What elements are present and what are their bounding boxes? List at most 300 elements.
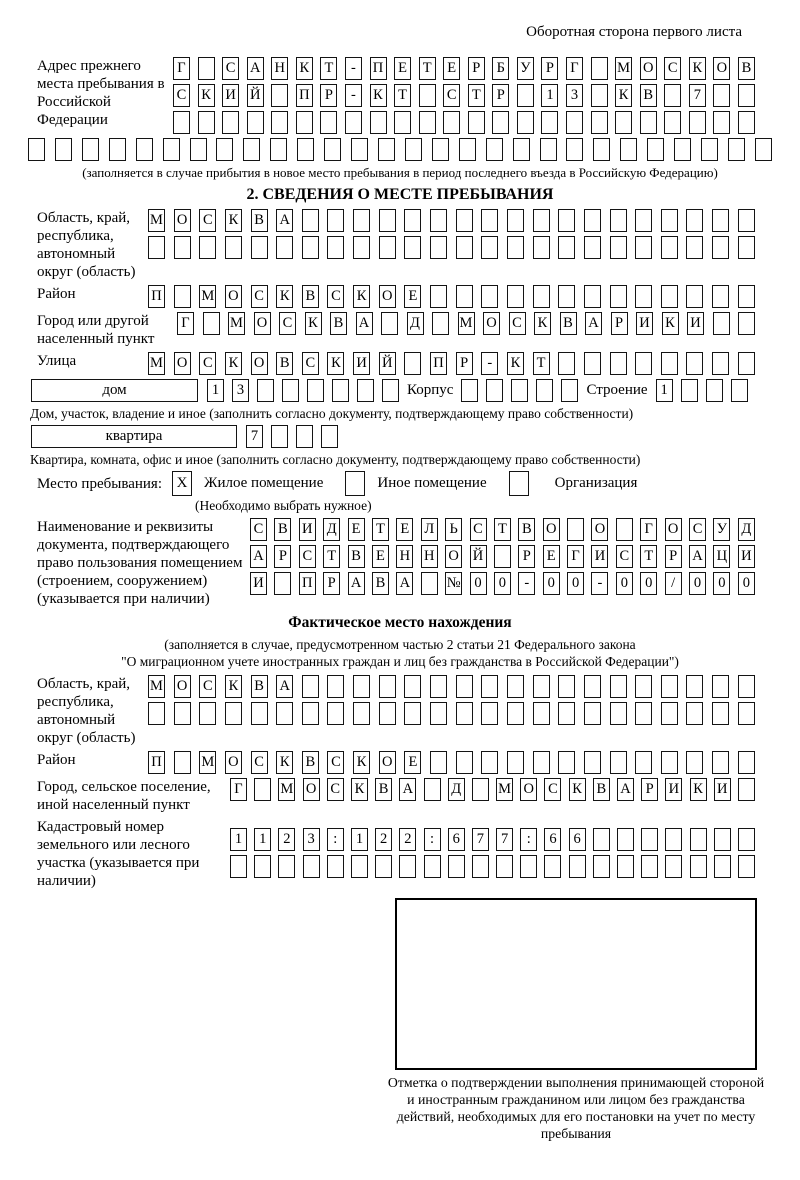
form-cell[interactable]: [690, 855, 707, 878]
form-cell[interactable]: [302, 209, 319, 232]
form-cell[interactable]: И: [353, 352, 370, 375]
form-cell[interactable]: [507, 675, 524, 698]
form-cell[interactable]: [616, 518, 633, 541]
form-cell[interactable]: [584, 285, 601, 308]
form-cell[interactable]: [456, 236, 473, 259]
form-cell[interactable]: [610, 675, 627, 698]
form-cell[interactable]: [456, 285, 473, 308]
form-cell[interactable]: [404, 209, 421, 232]
form-cell[interactable]: [706, 379, 723, 402]
form-cell[interactable]: Т: [640, 545, 657, 568]
form-cell[interactable]: Й: [379, 352, 396, 375]
form-cell[interactable]: [430, 209, 447, 232]
form-cell[interactable]: [173, 111, 190, 134]
form-cell[interactable]: [327, 675, 344, 698]
form-cell[interactable]: Е: [404, 285, 421, 308]
form-cell[interactable]: С: [173, 84, 190, 107]
form-cell[interactable]: [561, 379, 578, 402]
form-cell[interactable]: [558, 236, 575, 259]
form-cell[interactable]: [507, 751, 524, 774]
form-cell[interactable]: [174, 702, 191, 725]
form-cell[interactable]: [713, 312, 730, 335]
form-cell[interactable]: С: [251, 285, 268, 308]
form-cell[interactable]: К: [296, 57, 313, 80]
apartment-cells[interactable]: [246, 425, 338, 448]
form-cell[interactable]: [738, 828, 755, 851]
form-cell[interactable]: [254, 778, 271, 801]
form-cell[interactable]: Г: [567, 545, 584, 568]
form-cell[interactable]: Р: [492, 84, 509, 107]
form-cell[interactable]: [635, 352, 652, 375]
form-cell[interactable]: [327, 702, 344, 725]
form-cell[interactable]: [517, 111, 534, 134]
form-cell[interactable]: С: [251, 751, 268, 774]
form-cell[interactable]: [640, 111, 657, 134]
form-cell[interactable]: С: [616, 545, 633, 568]
form-cell[interactable]: [394, 111, 411, 134]
form-cell[interactable]: [404, 675, 421, 698]
form-cell[interactable]: О: [379, 285, 396, 308]
form-cell[interactable]: 2: [375, 828, 392, 851]
form-cell[interactable]: 0: [567, 572, 584, 595]
form-cell[interactable]: И: [222, 84, 239, 107]
form-cell[interactable]: Т: [372, 518, 389, 541]
form-cell[interactable]: 0: [640, 572, 657, 595]
form-cell[interactable]: [584, 209, 601, 232]
form-cell[interactable]: [198, 57, 215, 80]
form-cell[interactable]: С: [689, 518, 706, 541]
form-cell[interactable]: 6: [448, 828, 465, 851]
form-cell[interactable]: [271, 425, 288, 448]
form-cell[interactable]: :: [520, 828, 537, 851]
form-cell[interactable]: Р: [274, 545, 291, 568]
form-cell[interactable]: [432, 312, 449, 335]
form-cell[interactable]: [222, 111, 239, 134]
form-cell[interactable]: [617, 855, 634, 878]
form-cell[interactable]: [533, 751, 550, 774]
form-cell[interactable]: [591, 57, 608, 80]
form-cell[interactable]: [472, 855, 489, 878]
form-cell[interactable]: С: [279, 312, 296, 335]
form-cell[interactable]: [276, 702, 293, 725]
form-cell[interactable]: И: [250, 572, 267, 595]
form-cell[interactable]: О: [225, 285, 242, 308]
form-cell[interactable]: А: [399, 778, 416, 801]
form-cell[interactable]: [520, 855, 537, 878]
form-cell[interactable]: [566, 138, 583, 161]
form-cell[interactable]: 2: [278, 828, 295, 851]
form-cell[interactable]: В: [348, 545, 365, 568]
form-cell[interactable]: В: [640, 84, 657, 107]
form-cell[interactable]: О: [483, 312, 500, 335]
city-cells[interactable]: [177, 312, 755, 335]
form-cell[interactable]: К: [370, 84, 387, 107]
form-cell[interactable]: А: [276, 675, 293, 698]
form-cell[interactable]: [148, 236, 165, 259]
form-cell[interactable]: [247, 111, 264, 134]
form-cell[interactable]: О: [174, 352, 191, 375]
previous-address-row-3[interactable]: [173, 111, 755, 134]
form-cell[interactable]: [382, 379, 399, 402]
form-cell[interactable]: А: [348, 572, 365, 595]
form-cell[interactable]: [353, 209, 370, 232]
form-cell[interactable]: [566, 111, 583, 134]
form-cell[interactable]: [251, 236, 268, 259]
form-cell[interactable]: 0: [494, 572, 511, 595]
form-cell[interactable]: [424, 855, 441, 878]
form-cell[interactable]: [468, 111, 485, 134]
form-cell[interactable]: 0: [689, 572, 706, 595]
form-cell[interactable]: Т: [419, 57, 436, 80]
form-cell[interactable]: [686, 751, 703, 774]
form-cell[interactable]: Г: [173, 57, 190, 80]
form-cell[interactable]: [443, 111, 460, 134]
form-cell[interactable]: [584, 751, 601, 774]
form-cell[interactable]: К: [225, 675, 242, 698]
form-cell[interactable]: [712, 209, 729, 232]
form-cell[interactable]: 3: [566, 84, 583, 107]
form-cell[interactable]: [492, 111, 509, 134]
document-cells-row-3[interactable]: [250, 572, 755, 595]
form-cell[interactable]: С: [199, 209, 216, 232]
form-cell[interactable]: [270, 138, 287, 161]
form-cell[interactable]: И: [591, 545, 608, 568]
form-cell[interactable]: М: [496, 778, 513, 801]
form-cell[interactable]: [513, 138, 530, 161]
form-cell[interactable]: [82, 138, 99, 161]
form-cell[interactable]: К: [507, 352, 524, 375]
fact-district-cells[interactable]: [148, 751, 755, 774]
form-cell[interactable]: [661, 675, 678, 698]
form-cell[interactable]: [251, 702, 268, 725]
form-cell[interactable]: А: [276, 209, 293, 232]
form-cell[interactable]: В: [330, 312, 347, 335]
form-cell[interactable]: [738, 111, 755, 134]
form-cell[interactable]: С: [470, 518, 487, 541]
form-cell[interactable]: Н: [271, 57, 288, 80]
form-cell[interactable]: [430, 285, 447, 308]
form-cell[interactable]: О: [174, 675, 191, 698]
form-cell[interactable]: [533, 285, 550, 308]
form-cell[interactable]: [533, 702, 550, 725]
fact-region-cells-row-1[interactable]: [148, 675, 755, 698]
form-cell[interactable]: И: [665, 778, 682, 801]
street-cells[interactable]: [148, 352, 755, 375]
form-cell[interactable]: В: [375, 778, 392, 801]
form-cell[interactable]: [375, 855, 392, 878]
form-cell[interactable]: [302, 702, 319, 725]
form-cell[interactable]: [610, 209, 627, 232]
form-cell[interactable]: А: [250, 545, 267, 568]
form-cell[interactable]: Е: [348, 518, 365, 541]
form-cell[interactable]: М: [458, 312, 475, 335]
form-cell[interactable]: [327, 236, 344, 259]
form-cell[interactable]: Д: [323, 518, 340, 541]
form-cell[interactable]: [755, 138, 772, 161]
form-cell[interactable]: [321, 425, 338, 448]
form-cell[interactable]: [230, 855, 247, 878]
form-cell[interactable]: [674, 138, 691, 161]
form-cell[interactable]: 0: [470, 572, 487, 595]
form-cell[interactable]: [199, 236, 216, 259]
stay-type-checkbox-residential[interactable]: X: [172, 471, 192, 496]
previous-address-row-1[interactable]: [173, 57, 755, 80]
form-cell[interactable]: [481, 751, 498, 774]
form-cell[interactable]: 0: [738, 572, 755, 595]
form-cell[interactable]: [190, 138, 207, 161]
form-cell[interactable]: [276, 236, 293, 259]
form-cell[interactable]: [712, 675, 729, 698]
form-cell[interactable]: [635, 751, 652, 774]
form-cell[interactable]: [456, 209, 473, 232]
fact-region-cells-row-2[interactable]: [148, 702, 755, 725]
form-cell[interactable]: [738, 352, 755, 375]
form-cell[interactable]: К: [305, 312, 322, 335]
form-cell[interactable]: [303, 855, 320, 878]
form-cell[interactable]: Т: [468, 84, 485, 107]
form-cell[interactable]: [584, 675, 601, 698]
form-cell[interactable]: М: [199, 751, 216, 774]
form-cell[interactable]: В: [372, 572, 389, 595]
form-cell[interactable]: Д: [407, 312, 424, 335]
form-cell[interactable]: [635, 209, 652, 232]
form-cell[interactable]: Г: [640, 518, 657, 541]
form-cell[interactable]: [481, 236, 498, 259]
form-cell[interactable]: О: [520, 778, 537, 801]
form-cell[interactable]: 1: [541, 84, 558, 107]
form-cell[interactable]: П: [430, 352, 447, 375]
form-cell[interactable]: [271, 84, 288, 107]
form-cell[interactable]: [610, 236, 627, 259]
form-cell[interactable]: [296, 425, 313, 448]
form-cell[interactable]: [481, 285, 498, 308]
form-cell[interactable]: [712, 352, 729, 375]
form-cell[interactable]: [541, 111, 558, 134]
stay-type-checkbox-organization[interactable]: [509, 471, 529, 496]
form-cell[interactable]: [472, 778, 489, 801]
form-cell[interactable]: [379, 702, 396, 725]
form-cell[interactable]: К: [353, 751, 370, 774]
stay-type-checkbox-other[interactable]: [345, 471, 365, 496]
form-cell[interactable]: Г: [566, 57, 583, 80]
form-cell[interactable]: К: [276, 285, 293, 308]
form-cell[interactable]: [584, 352, 601, 375]
document-cells-row-2[interactable]: [250, 545, 755, 568]
form-cell[interactable]: [271, 111, 288, 134]
form-cell[interactable]: [731, 379, 748, 402]
form-cell[interactable]: Р: [320, 84, 337, 107]
form-cell[interactable]: 3: [232, 379, 249, 402]
form-cell[interactable]: П: [148, 751, 165, 774]
form-cell[interactable]: Л: [421, 518, 438, 541]
form-cell[interactable]: Т: [394, 84, 411, 107]
form-cell[interactable]: [430, 702, 447, 725]
form-cell[interactable]: М: [278, 778, 295, 801]
form-cell[interactable]: [511, 379, 528, 402]
form-cell[interactable]: Р: [541, 57, 558, 80]
form-cell[interactable]: 1: [254, 828, 271, 851]
region-cells-row-1[interactable]: [148, 209, 755, 232]
form-cell[interactable]: [370, 111, 387, 134]
form-cell[interactable]: [456, 702, 473, 725]
form-cell[interactable]: [486, 138, 503, 161]
form-cell[interactable]: О: [640, 57, 657, 80]
form-cell[interactable]: [378, 138, 395, 161]
form-cell[interactable]: М: [615, 57, 632, 80]
form-cell[interactable]: С: [443, 84, 460, 107]
form-cell[interactable]: [297, 138, 314, 161]
form-cell[interactable]: Е: [372, 545, 389, 568]
form-cell[interactable]: [712, 285, 729, 308]
form-cell[interactable]: [686, 285, 703, 308]
form-cell[interactable]: [558, 751, 575, 774]
form-cell[interactable]: В: [276, 352, 293, 375]
form-cell[interactable]: №: [445, 572, 462, 595]
form-cell[interactable]: [738, 209, 755, 232]
form-cell[interactable]: [430, 236, 447, 259]
form-cell[interactable]: [544, 855, 561, 878]
form-cell[interactable]: О: [543, 518, 560, 541]
form-cell[interactable]: В: [302, 751, 319, 774]
form-cell[interactable]: К: [534, 312, 551, 335]
form-cell[interactable]: [661, 285, 678, 308]
form-cell[interactable]: А: [396, 572, 413, 595]
form-cell[interactable]: [324, 138, 341, 161]
form-cell[interactable]: У: [713, 518, 730, 541]
form-cell[interactable]: К: [569, 778, 586, 801]
form-cell[interactable]: [591, 111, 608, 134]
form-cell[interactable]: 6: [569, 828, 586, 851]
form-cell[interactable]: /: [665, 572, 682, 595]
form-cell[interactable]: [404, 702, 421, 725]
house-cells[interactable]: [207, 379, 399, 402]
form-cell[interactable]: [379, 236, 396, 259]
form-cell[interactable]: [225, 236, 242, 259]
form-cell[interactable]: К: [327, 352, 344, 375]
form-cell[interactable]: Д: [448, 778, 465, 801]
form-cell[interactable]: [591, 84, 608, 107]
form-cell[interactable]: В: [251, 675, 268, 698]
form-cell[interactable]: В: [518, 518, 535, 541]
form-cell[interactable]: [461, 379, 478, 402]
form-cell[interactable]: [203, 312, 220, 335]
form-cell[interactable]: [430, 751, 447, 774]
form-cell[interactable]: [558, 352, 575, 375]
form-cell[interactable]: [456, 751, 473, 774]
form-cell[interactable]: [459, 138, 476, 161]
form-cell[interactable]: [681, 379, 698, 402]
form-cell[interactable]: А: [247, 57, 264, 80]
form-cell[interactable]: С: [544, 778, 561, 801]
form-cell[interactable]: [610, 751, 627, 774]
form-cell[interactable]: 1: [230, 828, 247, 851]
form-cell[interactable]: [712, 236, 729, 259]
form-cell[interactable]: [405, 138, 422, 161]
form-cell[interactable]: М: [228, 312, 245, 335]
form-cell[interactable]: [399, 855, 416, 878]
form-cell[interactable]: [199, 702, 216, 725]
form-cell[interactable]: [302, 236, 319, 259]
form-cell[interactable]: Е: [396, 518, 413, 541]
form-cell[interactable]: 3: [303, 828, 320, 851]
form-cell[interactable]: [714, 855, 731, 878]
form-cell[interactable]: [635, 285, 652, 308]
form-cell[interactable]: В: [560, 312, 577, 335]
form-cell[interactable]: Д: [738, 518, 755, 541]
form-cell[interactable]: [610, 285, 627, 308]
form-cell[interactable]: [610, 702, 627, 725]
previous-address-row-2[interactable]: [173, 84, 755, 107]
form-cell[interactable]: [701, 138, 718, 161]
form-cell[interactable]: Н: [421, 545, 438, 568]
form-cell[interactable]: [647, 138, 664, 161]
form-cell[interactable]: О: [445, 545, 462, 568]
form-cell[interactable]: М: [148, 352, 165, 375]
form-cell[interactable]: Т: [494, 518, 511, 541]
form-cell[interactable]: [641, 828, 658, 851]
form-cell[interactable]: 1: [351, 828, 368, 851]
form-cell[interactable]: [357, 379, 374, 402]
form-cell[interactable]: О: [174, 209, 191, 232]
form-cell[interactable]: [712, 702, 729, 725]
form-cell[interactable]: [558, 675, 575, 698]
form-cell[interactable]: И: [714, 778, 731, 801]
form-cell[interactable]: О: [591, 518, 608, 541]
form-cell[interactable]: [381, 312, 398, 335]
form-cell[interactable]: [282, 379, 299, 402]
form-cell[interactable]: [419, 84, 436, 107]
form-cell[interactable]: У: [517, 57, 534, 80]
form-cell[interactable]: К: [353, 285, 370, 308]
form-cell[interactable]: К: [225, 209, 242, 232]
form-cell[interactable]: [496, 855, 513, 878]
form-cell[interactable]: [481, 209, 498, 232]
form-cell[interactable]: [661, 352, 678, 375]
form-cell[interactable]: С: [327, 285, 344, 308]
form-cell[interactable]: К: [276, 751, 293, 774]
form-cell[interactable]: [533, 236, 550, 259]
form-cell[interactable]: [448, 855, 465, 878]
form-cell[interactable]: Р: [456, 352, 473, 375]
form-cell[interactable]: [686, 702, 703, 725]
form-cell[interactable]: [302, 675, 319, 698]
form-cell[interactable]: [507, 702, 524, 725]
form-cell[interactable]: Н: [396, 545, 413, 568]
form-cell[interactable]: М: [148, 209, 165, 232]
form-cell[interactable]: К: [662, 312, 679, 335]
form-cell[interactable]: [664, 84, 681, 107]
form-cell[interactable]: О: [379, 751, 396, 774]
form-cell[interactable]: [353, 702, 370, 725]
form-cell[interactable]: [55, 138, 72, 161]
form-cell[interactable]: В: [738, 57, 755, 80]
form-cell[interactable]: П: [296, 84, 313, 107]
form-cell[interactable]: [257, 379, 274, 402]
form-cell[interactable]: Г: [177, 312, 194, 335]
form-cell[interactable]: С: [327, 778, 344, 801]
form-cell[interactable]: [617, 828, 634, 851]
fact-city-cells[interactable]: [230, 778, 755, 801]
form-cell[interactable]: [533, 675, 550, 698]
form-cell[interactable]: А: [585, 312, 602, 335]
form-cell[interactable]: 1: [207, 379, 224, 402]
form-cell[interactable]: О: [713, 57, 730, 80]
form-cell[interactable]: [225, 702, 242, 725]
form-cell[interactable]: [738, 312, 755, 335]
form-cell[interactable]: [661, 751, 678, 774]
form-cell[interactable]: 0: [543, 572, 560, 595]
form-cell[interactable]: К: [198, 84, 215, 107]
